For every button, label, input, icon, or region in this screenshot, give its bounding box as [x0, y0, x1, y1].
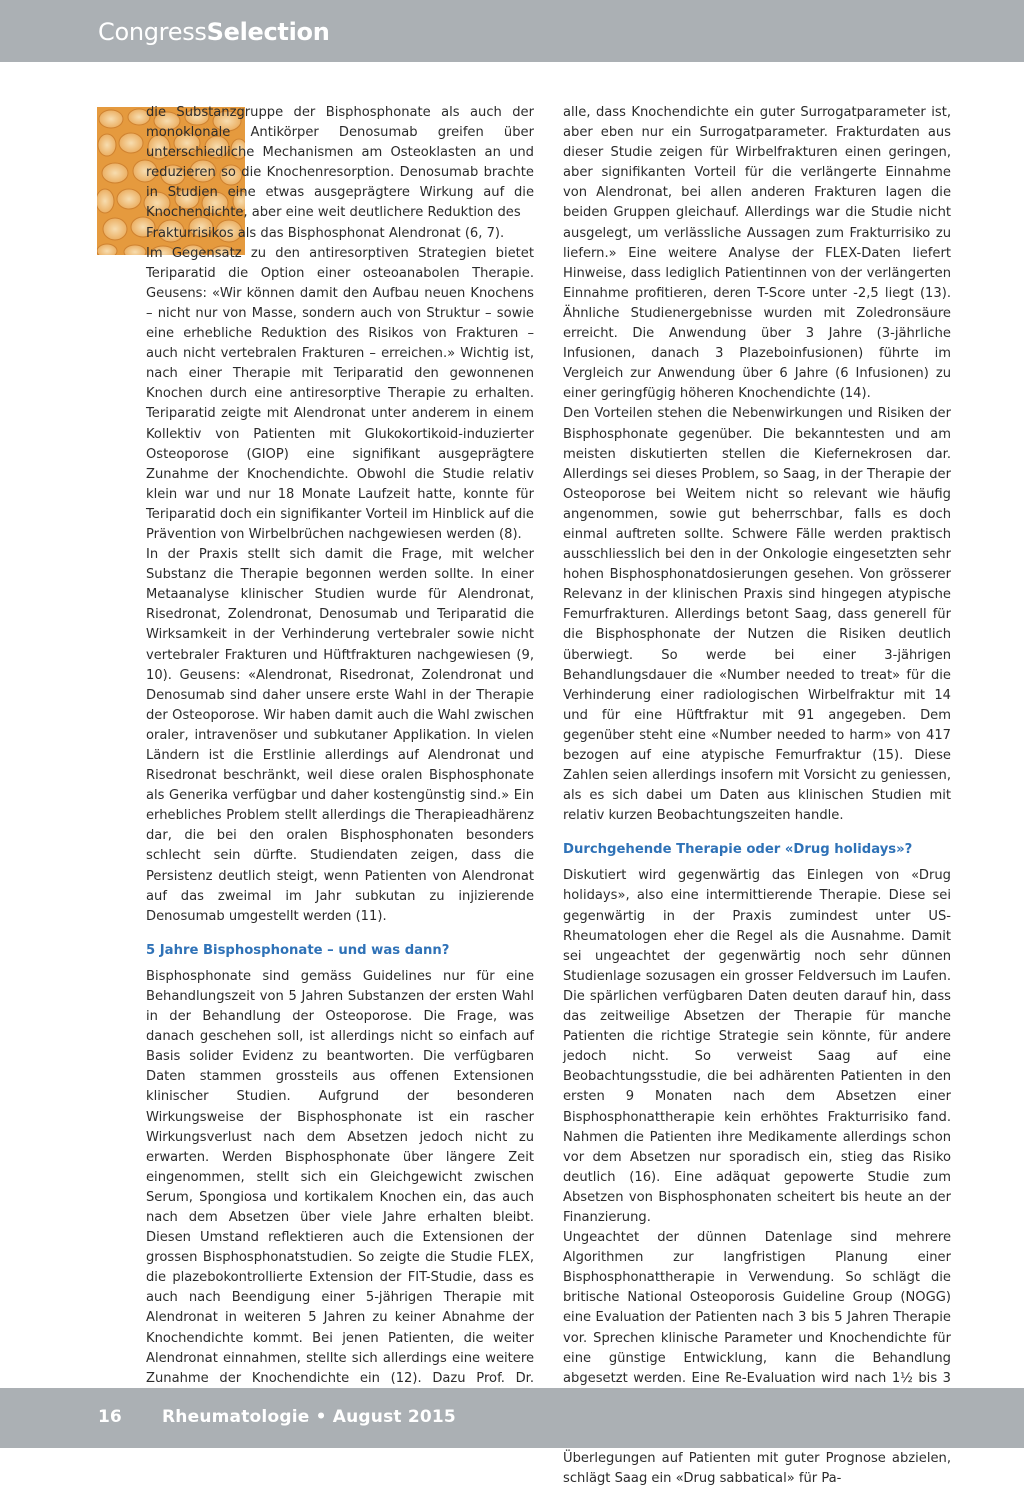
paragraph-praxis: In der Praxis stellt sich damit die Frage, mit welcher Substanz die Therapie begonnen werden sollte. In einer Metaanalyse klinischer Studien wurde für Alendronat, Risedronat, Zolendronat, Denosumab und Teriparatid die Wirksamkeit in der Verhinderung vertebraler sowie nicht vertebraler Frakturen und Hüftfrakturen nachgewiesen (9, 10). Geusens: «Alendronat, Risedronat, Zolendronat und Denosumab sind daher unsere erste Wahl in der Therapie der Osteoporose. Wir haben damit auch die Wahl zwischen oraler, intravenöser und subkutaner Applikation. In vielen Ländern ist die Erstlinie allerdings auf Alendronat und Risedronat beschränkt, weil diese oralen Bisphosphonate als Generika verfügbar und daher kostengünstig sind.» Ein erhebliches Problem stellt allerdings die Therapieadhärenz dar, die bei den oralen Bisphosphonaten besonders schlecht sein dürfte. Studiendaten zeigen, dass die Persistenz deutlich steigt, wenn Patienten von Alendronat auf das zweimal im Jahr subkutan zu injizierende Denosumab umgestellt werden (11).	[146, 547, 534, 924]
intro-paragraph-wrapped: die Substanzgruppe der Bisphosphonate als auch der monoklonale Antikörper Denosumab greifen über unterschiedliche Mechanismen am Osteoklasten an und reduzieren so die Knochenresorption. Denosumab brachte in Studien eine etwas ausgeprägtere Wirkung auf die Knochendichte, aber eine weit deutlichere Reduktion des	[146, 105, 534, 221]
paragraph-bisphosphonate-guidelines: Bisphosphonate sind gemäss Guidelines nur für eine Behandlungszeit von 5 Jahren Substanzen der ersten Wahl in der Behandlung der Osteoporose. Die Frage, was danach geschehen soll, ist allerdings nicht so einfach auf Basis solider Evidenz zu beantworten. Die verfügbaren Daten stammen grossteils aus offenen Extensionen klinischer Studien. Aufgrund der besonderen Wirkungsweise der Bisphosphonate ist ein rascher Wirkungsverlust nach dem Absetzen jedoch nicht zu erwarten. Werden Bisphosphonate über längere Zeit eingenommen, stellt sich ein Gleichgewicht zwischen Serum, Spongiosa und kortikalem Knochen ein, das auch nach dem Absetzen über viele Jahre erhalten bleibt. Diesen Umstand reflektieren auch die Extensionen der grossen Bisphosphonatstudien. So zeigte die Studie FLEX, die plazebokontrollierte Extension der FIT-Studie, dass es auch nach Beendigung einer 5-jährigen Therapie mit Alendronat in weiteren 5 Jahren zu keiner Abnahme der Knochendichte kommt. Bei jenen Patienten, die weiter Alendronat einnahmen, stellte sich allerdings eine weitere Zunahme der Knochendichte ein (12). Dazu Prof. Dr.	[146, 968, 534, 1386]
brand-regular: Congress	[98, 18, 207, 46]
paragraph-algorithmen: Ungeachtet der dünnen Datenlage sind mehrere Algorithmen zur langfristigen Planung einer Bisphosphonattherapie in Verwendung. So schlägt die britische National Osteoporosis Guideline Group (NOGG) eine Evaluation der Patienten nach 3 bis 5 Jahren Therapie vor. Sprechen klinische Parameter und Knochendichte für eine günstige Entwicklung, kann die Behandlung abgesetzt werden. Eine Re-Evaluation wird nach 1½ bis 3 Überlegungen auf Patienten mit guter Prognose abzielen, schlägt Saag ein «Drug sabbatical» für Pa-	[563, 1230, 951, 1487]
paragraph-nebenwirkungen: Den Vorteilen stehen die Nebenwirkungen und Risiken der Bisphosphonate gegenüber. Die bekanntesten und am meisten diskutierten stellen die Kiefernekrosen dar. Allerdings sei dieses Problem, so Saag, in der Therapie der Osteoporose bei Weitem nicht so relevant wie häufig angenommen, sowie gut beherrschbar, falls es doch einmal auftreten sollte. Schwere Fälle werden praktisch ausschliesslich bei den in der Onkologie eingesetzten sehr hohen Bisphosphonatdosierungen gesehen. Von grösserer Relevanz in der klinischen Praxis sind hingegen atypische Femurfrakturen. Allerdings betont Saag, dass generell für die Bisphosphonate der Nutzen die Risiken deutlich überwiegt. So werde bei einer 3-jährigen Behandlungsdauer die «Number needed to treat» für die Verhinderung einer radiologischen Wirbelfraktur mit 14 und für eine Hüftfraktur mit 91 angegeben. Dem gegenüber steht eine «Number needed to harm» von 417 bezogen auf eine atypische Femurfraktur (15). Diese Zahlen seien allerdings insofern mit Vorsicht zu geniessen, als es sich dabei um Daten aus klinischen Studien mit relativ kurzen Beobachtungszeiten handle.	[563, 406, 951, 824]
paragraph-teriparatid: Im Gegensatz zu den antiresorptiven Strategien bietet Teriparatid die Option einer osteoanabolen Therapie. Geusens: «Wir können damit den Aufbau neuen Knochens – nicht nur von Masse, sondern auch von Struktur – sowie eine erhebliche Reduktion des Risikos von Frakturen – auch nicht vertebralen Frakturen – erreichen.» Wichtig ist, nach einer Therapie mit Teriparatid den gewonnenen Knochen durch eine antiresorptive Therapie zu erhalten. Teriparatid zeigte mit Alendronat unter anderem in einem Kollektiv von Patienten mit Glukokortikoid-induzierter Osteoporose (GIOP) eine signifikant ausgeprägtere Zunahme der Knochendichte. Obwohl die Studie relativ klein war und nur 18 Monate Laufzeit hatte, konnte für Teriparatid doch ein signifikanter Vorteil im Hinblick auf die Prävention von Wirbelbrüchen nachgewiesen werden (8).	[146, 245, 534, 542]
journal-issue: Rheumatologie • August 2015	[162, 1407, 456, 1427]
paragraph-surrogat: alle, dass Knochendichte ein guter Surrogatparameter ist, aber eben nur ein Surrogatparameter. Frakturdaten aus dieser Studie zeigen für Wirbelfrakturen einen geringen, aber signifikanten Vorteil für die verlängerte Einnahme von Alendronat, bei allen anderen Frakturen lagen die beiden Gruppen gleichauf. Allerdings war die Studie nicht ausgelegt, um verlässliche Aussagen zum Frakturrisiko zu liefern.» Eine weitere Analyse der FLEX-Daten liefert Hinweise, dass lediglich Patientinnen von der verlängerten Einnahme profitieren, deren T-Score unter -2,5 liegt (13). Ähnliche Studienergebnisse wurden mit Zoledronsäure erreicht. Die Anwendung über 3 Jahre (3-jährliche Infusionen, danach 3 Plazeboinfusionen) führte im Vergleich zur Anwendung über 6 Jahre (6 Infusionen) zu einer geringfügig höheren Knochendichte (14).	[563, 105, 951, 402]
intro-paragraph-continuation: Frakturrisikos als das Bisphosphonat Alendronat (6, 7).	[146, 225, 505, 241]
brand-logo	[98, 18, 329, 46]
section-heading-drug-holidays: Durchgehende Therapie oder «Drug holidays»?	[563, 842, 913, 858]
section-heading-5-jahre: 5 Jahre Bisphosphonate – und was dann?	[146, 942, 450, 958]
page-number: 16	[98, 1407, 122, 1427]
left-column	[146, 103, 534, 1429]
page-footer	[0, 1388, 1024, 1448]
paragraph-drug-holidays: Diskutiert wird gegenwärtig das Einlegen von «Drug holidays», also eine intermittierende Therapie. Diese sei gegenwärtig in der Praxis zumindest unter US-Rheumatologen eher die Regel als die Ausnahme. Damit sei ungeachtet der gegenwärtig noch sehr dünnen Studienlage sozusagen ein grosser Feldversuch im Laufen. Die spärlichen verfügbaren Daten deuten darauf hin, dass das zeitweilige Absetzen der Therapie für manche Patienten die richtige Strategie sein könnte, für andere jedoch nicht. So verweist Saag auf eine Beobachtungsstudie, die bei adhärenten Patienten in den ersten 9 Monaten nach dem Absetzen einer Bisphosphonattherapie kein erhöhtes Frakturrisiko fand. Nahmen die Patienten ihre Medikamente allerdings schon vor dem Absetzen nur sporadisch ein, stieg das Risiko deutlich (16). Eine adäquat gepowerte Studie zum Absetzen von Bisphosphonaten scheitert bis heute an der Finanzierung.	[563, 868, 951, 1225]
right-column	[563, 103, 951, 1489]
page-header	[0, 0, 1024, 62]
brand-bold: Selection	[206, 18, 330, 46]
